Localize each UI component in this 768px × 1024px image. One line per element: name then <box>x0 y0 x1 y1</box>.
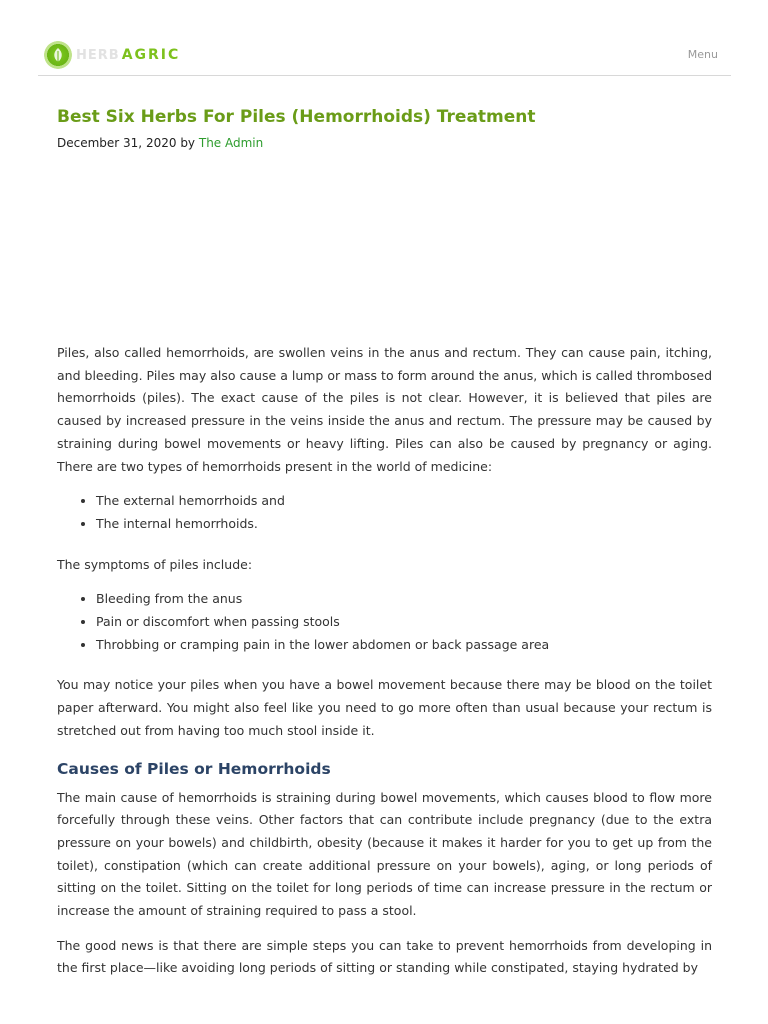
symptoms-list <box>57 588 712 656</box>
list-item: • Bleeding from the anus <box>96 588 712 611</box>
hemorrhoid-types-list <box>57 490 712 535</box>
ad-placeholder <box>57 152 712 342</box>
site-header <box>38 36 731 76</box>
list-item: • Throbbing or cramping pain in the lower abdomen or back passage area <box>96 634 712 657</box>
post-date: December 31, 2020 <box>57 136 177 150</box>
menu-button[interactable]: Menu <box>687 48 718 61</box>
logo-text: AGRIC <box>121 47 181 63</box>
list-item: • The internal hemorrhoids. <box>96 513 712 536</box>
list-item: • Pain or discomfort when passing stools <box>96 611 712 634</box>
author-link[interactable]: The Admin <box>198 136 264 150</box>
list-item: • The external hemorrhoids and <box>96 490 712 513</box>
leaf-logo-icon <box>44 41 72 69</box>
notice-paragraph: You may notice your piles when you have a bowel movement because there may be blood on the toilet paper afterward. You might also feel like you need to go more often than usual because your rectum is stretched out from having too much stool inside it. <box>57 677 712 738</box>
good-news-paragraph: The good news is that there are simple steps you can take to prevent hemorrhoids from developing in the first place—like avoiding long periods of sitting or standing while constipated, staying hydrated by <box>57 937 712 976</box>
article-content <box>57 104 712 992</box>
causes-paragraph: The main cause of hemorrhoids is straining during bowel movements, which causes blood to flow more forcefully through these veins. Other factors that can contribute include pregnancy (due to the extra pressure on your bowels) and childbirth, obesity (because it makes it harder for you to get up from the toilet), constipation (which can create additional pressure on your bowels), aging, or long periods of sitting on the toilet. Sitting on the toilet for long periods of time can increase pressure in the rectum or increase the amount of straining required to pass a stool. <box>57 789 712 919</box>
by-label: by <box>180 136 196 150</box>
logo-faded-text: HERB <box>76 47 120 63</box>
leaf-icon <box>52 47 64 63</box>
intro-paragraph: Piles, also called hemorrhoids, are swollen veins in the anus and rectum. They can cause pain, itching, and bleeding. Piles may also cause a lump or mass to form around the anus, which is called thrombosed hemorrhoids (piles). The exact cause of the piles is not clear. However, it is believed that piles are caused by increased pressure in the veins inside the anus and rectum. The pressure may be caused by straining during bowel movements or heavy lifting. Piles can also be caused by pregnancy or aging. There are two types of hemorrhoids present in the world of medicine: <box>57 345 712 474</box>
article-title: Best Six Herbs For Piles (Hemorrhoids) Treatment <box>57 107 536 127</box>
article-meta <box>57 134 712 152</box>
site-logo[interactable] <box>44 41 180 69</box>
causes-heading: Causes of Piles or Hemorrhoids <box>57 759 331 778</box>
symptoms-intro: The symptoms of piles include: <box>57 556 253 572</box>
